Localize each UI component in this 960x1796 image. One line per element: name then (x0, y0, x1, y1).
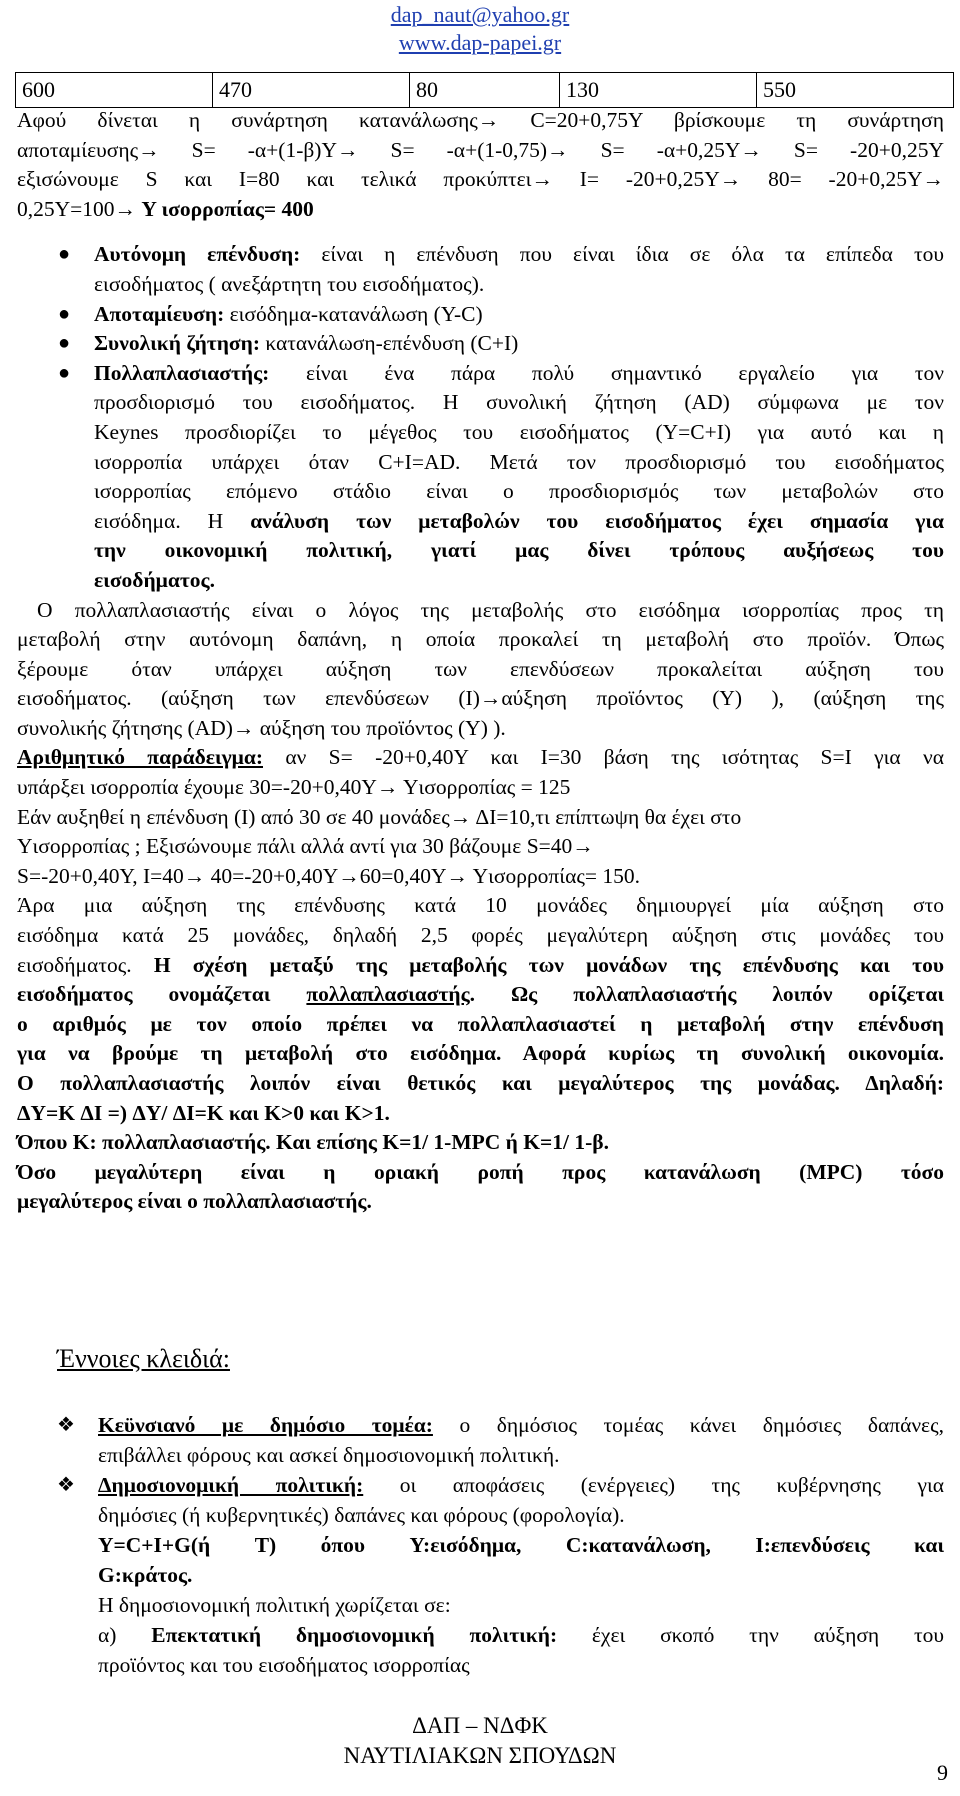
paragraph-line: ο αριθμός με τον οποίο πρέπει να πολλαπλασιαστεί η μεταβολή στην επένδυση (17, 1011, 944, 1036)
example-line: Εάν αυξηθεί η επένδυση (I) από 30 σε 40 μονάδες→ ΔI=10,τι επίπτωψη θα έχει στο (17, 804, 742, 829)
table-cell: 470 (213, 73, 410, 108)
table-row (16, 73, 954, 108)
list-item: ❖ Δημοσιονομική πολιτική: οι αποφάσεις (ενέργειες) της κυβέρνησης για δημόσιες (ή κυβερνητικές) δαπάνες και φόρους (φορολογία). Y=C+I+G(ή T) όπου Y:εισόδημα, C:κατανάλωση, I:επενδύσεις και G:κράτος. Η δημοσιονομική πολιτική χωρίζεται σε: α) Επεκτατική δημοσιονομική πολιτική: έχει σκοπό την αύξηση του προϊόντος και του εισοδήματος ισορροπίας (17, 1470, 944, 1680)
values-table (15, 72, 954, 108)
intro-line: 0,25Y=100→ Y ισορροπίας= 400 (17, 196, 314, 221)
paragraph-line: ΔY=K ΔI =) ΔY/ ΔI=K και K>0 και K>1. (17, 1100, 390, 1125)
paragraph-line: εισοδήματος. (αύξηση των επενδύσεων (I)→αύξηση προϊόντος (Y) ), (αύξηση της (17, 686, 944, 711)
bullet-dot-icon: ● (58, 302, 71, 325)
example-line: Αριθμητικό παράδειγμα: αν S= -20+0,40Y και I=30 βάση της ισότητας S=I για να (17, 745, 944, 770)
paragraph-line: συνολικής ζήτησης (AD)→ αύξηση του προϊόντος (Y) ). (17, 715, 506, 740)
paragraph-line: εισοδήματος ονομάζεται πολλαπλασιαστής. Ως πολλαπλασιαστής λοιπόν ορίζεται (17, 982, 944, 1007)
definitions-list (17, 240, 944, 595)
table-cell: 600 (16, 73, 213, 108)
example-label: Αριθμητικό παράδειγμα: (17, 745, 263, 770)
bullet-dot-icon: ● (58, 361, 71, 384)
equilibrium-result: Y ισορροπίας= 400 (141, 196, 314, 221)
example-line: S=-20+0,40Y, I=40→ 40=-20+0,40Y→60=0,40Y→ Yισορροπίας= 150. (17, 863, 640, 888)
key-concepts-title: Έννοιες κλειδιά: (57, 1344, 230, 1373)
example-line: υπάρξει ισορροπία έχουμε 30=-20+0,40Y→ Yισορροπίας = 125 (17, 775, 571, 800)
list-item: ● Αυτόνομη επένδυση: είναι η επένδυση που είναι ίδια σε όλα τα επίπεδα του εισοδήματος ( ανεξάρτητη του εισοδήματος). (58, 242, 944, 296)
paragraph-line: Όσο μεγαλύτερη είναι η οριακή ροπή προς κατανάλωση (MPC) τόσο (17, 1159, 944, 1184)
paragraph-line: εισόδημα κατά 25 μονάδες, δηλαδή 2,5 φορές μεγαλύτερη αύξηση στις μονάδες του (17, 923, 944, 948)
footer-line-2: ΝΑΥΤΙΛΙΑΚΩΝ ΣΠΟΥΔΩΝ (343, 1743, 617, 1768)
intro-line: εξισώνουμε S και I=80 και τελικά προκύπτει→ I= -20+0,25Y→ 80= -20+0,25Y→ (17, 167, 944, 192)
paragraph-line: για να βρούμε τη μεταβολή στο εισόδημα. Αφορά κυρίως τη συνολική οικονομία. (17, 1041, 944, 1066)
header-email[interactable]: dap_naut@yahoo.gr (390, 2, 570, 27)
key-concepts-list (17, 1410, 944, 1680)
example-line: Yισορροπίας ; Εξισώνουμε πάλι αλλά αντί για 30 βάζουμε S=40→ (17, 834, 594, 859)
list-item: ● Συνολική ζήτηση: κατανάλωση-επένδυση (C+I) (17, 329, 944, 359)
diamond-bullet-icon: ❖ (57, 1414, 75, 1436)
diamond-bullet-icon: ❖ (57, 1474, 75, 1496)
multiplier-term: πολλαπλασιαστής (306, 982, 470, 1007)
paragraph-line: εισοδήματος. Η σχέση μεταξύ της μεταβολής των μονάδων της επένδυσης και του (17, 952, 944, 977)
header-site[interactable]: www.dap-papei.gr (398, 30, 562, 55)
table-cell: 80 (410, 73, 560, 108)
table-cell: 550 (756, 73, 953, 108)
intro-line: αποταμίευσης→ S= -α+(1-β)Y→ S= -α+(1-0,75)→ S= -α+0,25Y→ S= -20+0,25Y (17, 137, 944, 162)
list-item: ● Αποταμίευση: εισόδημα-κατανάλωση (Y-C) (17, 300, 944, 330)
page-number: 9 (937, 1760, 948, 1785)
paragraph-line: Ο πολλαπλασιαστής είναι ο λόγος της μεταβολής στο εισόδημα ισορροπίας προς τη (37, 597, 944, 622)
paragraph-line: μεγαλύτερος είναι ο πολλαπλασιαστής. (17, 1189, 372, 1214)
footer-line-1: ΔΑΠ – ΝΔΦΚ (412, 1713, 548, 1738)
list-item: ● Πολλαπλασιαστής: είναι ένα πάρα πολύ σημαντικό εργαλείο για τον προσδιορισμό του εισοδήματος. Η συνολική ζήτηση (AD) σύμφωνα με τον Keynes προσδιορίζει το μέγεθος του εισοδήματος (Y=C+I) για αυτό και η ισορροπία υπάρχει όταν C+I=AD. Μετά τον προσδιορισμό του εισοδήματος ισορροπίας επόμενο στάδιο είναι ο προσδιορισμός των μεταβολών στο εισόδημα. Η ανάλυση των μεταβολών του εισοδήματος έχει σημασία για την οικονομική πολιτική, γιατί μας δίνει τρόπους αυξήσεως του εισοδήματος. (58, 360, 944, 592)
paragraph-line: μεταβολή στην αυτόνομη δαπάνη, η οποία προκαλεί τη μεταβολή στο προϊόν. Όπως (17, 627, 944, 652)
paragraph-line: Ο πολλαπλασιαστής λοιπόν είναι θετικός και μεγαλύτερος της μονάδας. Δηλαδή: (17, 1071, 944, 1095)
paragraph-line: Όπου K: πολλαπλασιαστής. Και επίσης K=1/ 1-MPC ή K=1/ 1-β. (17, 1130, 609, 1155)
paragraph-line: Άρα μια αύξηση της επένδυσης κατά 10 μονάδες δημιουργεί μία αύξηση στο (17, 893, 944, 918)
paragraph-line: ξέρουμε όταν υπάρχει αύξηση των επενδύσεων προκαλείται αύξηση του (17, 656, 944, 681)
bullet-dot-icon: ● (58, 332, 71, 355)
table-cell: 130 (559, 73, 756, 108)
list-item: ❖ Κεϋνσιανό με δημόσιο τομέα: ο δημόσιος τομέας κάνει δημόσιες δαπάνες, επιβάλλει φόρους και ασκεί δημοσιονομική πολιτική. (17, 1410, 944, 1470)
bullet-dot-icon: ● (58, 243, 71, 266)
main-text (17, 106, 944, 1217)
intro-line: Αφού δίνεται η συνάρτηση κατανάλωσης→ C=20+0,75Y βρίσκουμε τη συνάρτηση (17, 108, 944, 132)
